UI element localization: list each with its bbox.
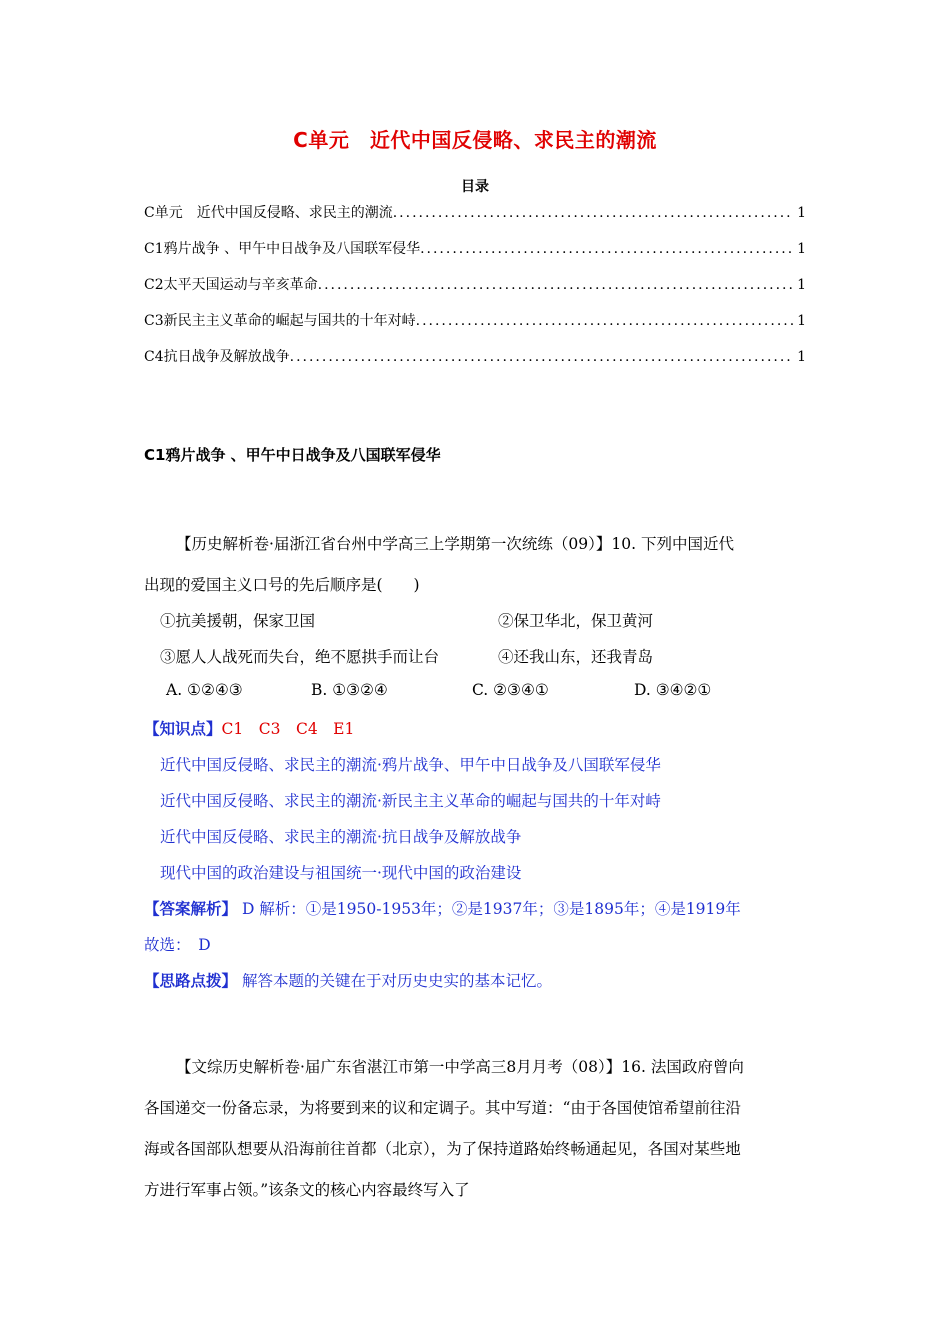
toc-leader <box>290 349 793 365</box>
toc-entry[interactable] <box>144 274 806 294</box>
section-heading: C1鸦片战争 、甲午中日战争及八国联军侵华 <box>144 446 441 464</box>
toc-entry-text: C1鸦片战争 、甲午中日战争及八国联军侵华 <box>144 241 421 257</box>
toc-entry-text: C3新民主主义革命的崛起与国共的十年对峙 <box>144 313 416 329</box>
solution-tip-text: 解答本题的关键在于对历史史实的基本记忆。 <box>237 972 552 990</box>
toc-leader <box>416 313 793 329</box>
question-2-stem-line: 海或各国部队想要从沿海前往首都（北京），为了保持道路始终畅通起见，各国对某些地 <box>144 1140 741 1158</box>
toc-page-number: 1 <box>797 313 806 329</box>
toc-entry[interactable] <box>144 346 806 366</box>
answer-analysis-text: D 解析：①是1950-1953年；②是1937年；③是1895年；④是1919年 <box>237 900 741 918</box>
knowledge-point-line: 近代中国反侵略、求民主的潮流·新民主主义革命的崛起与国共的十年对峙 <box>160 792 661 810</box>
solution-tip-row <box>144 969 552 991</box>
solution-tip-label: 【思路点拨】 <box>144 971 238 990</box>
answer-analysis-label: 【答案解析】 <box>144 899 238 918</box>
answer-choice-c: C. ②③④① <box>472 681 549 699</box>
toc-leader <box>420 241 793 257</box>
knowledge-point-line: 近代中国反侵略、求民主的潮流·抗日战争及解放战争 <box>160 828 522 846</box>
knowledge-point-row <box>144 717 354 739</box>
question-1-statement: ③愿人人战死而失台，绝不愿拱手而让台 <box>160 648 440 666</box>
toc-leader <box>318 277 793 293</box>
knowledge-point-codes: C1 C3 C4 E1 <box>221 720 355 738</box>
toc-heading: 目录 <box>461 179 489 195</box>
answer-analysis-row <box>144 897 741 919</box>
answer-choice-b: B. ①③②④ <box>311 681 388 699</box>
question-1-statement: ②保卫华北，保卫黄河 <box>498 612 654 630</box>
document-title: C单元 近代中国反侵略、求民主的潮流 <box>293 128 657 152</box>
toc-page-number: 1 <box>797 241 806 257</box>
toc-page-number: 1 <box>797 277 806 293</box>
toc-entry-text: C单元 近代中国反侵略、求民主的潮流 <box>144 205 393 221</box>
question-1-stem-line: 出现的爱国主义口号的先后顺序是( ) <box>144 576 420 594</box>
question-1-stem-line: 【历史解析卷·届浙江省台州中学高三上学期第一次统练（09）】10. 下列中国近代 <box>176 535 734 553</box>
question-1-statement: ④还我山东，还我青岛 <box>498 648 654 666</box>
knowledge-point-line: 近代中国反侵略、求民主的潮流·鸦片战争、甲午中日战争及八国联军侵华 <box>160 756 661 774</box>
question-2-stem-line: 方进行军事占领。”该条文的核心内容最终写入了 <box>144 1181 470 1199</box>
answer-choice-a: A. ①②④③ <box>166 681 243 699</box>
toc-page-number: 1 <box>797 205 806 221</box>
answer-choice-result: 故选： D <box>144 936 211 954</box>
knowledge-point-label: 【知识点】 <box>144 719 222 738</box>
toc-entry[interactable] <box>144 310 806 330</box>
toc-entry[interactable] <box>144 238 806 258</box>
question-2-stem-line: 【文综历史解析卷·届广东省湛江市第一中学高三8月月考（08）】16. 法国政府曾向 <box>176 1058 744 1076</box>
knowledge-point-line: 现代中国的政治建设与祖国统一·现代中国的政治建设 <box>160 864 522 882</box>
answer-choice-d: D. ③④②① <box>634 681 712 699</box>
toc-entry-text: C4抗日战争及解放战争 <box>144 349 290 365</box>
toc-entry-text: C2太平天国运动与辛亥革命 <box>144 277 318 293</box>
question-1-statement: ①抗美援朝，保家卫国 <box>160 612 316 630</box>
toc-entry[interactable] <box>144 202 806 222</box>
toc-leader <box>393 205 793 221</box>
question-2-stem-line: 各国递交一份备忘录，为将要到来的议和定调子。其中写道：“由于各国使馆希望前往沿 <box>144 1099 741 1117</box>
toc-page-number: 1 <box>797 349 806 365</box>
